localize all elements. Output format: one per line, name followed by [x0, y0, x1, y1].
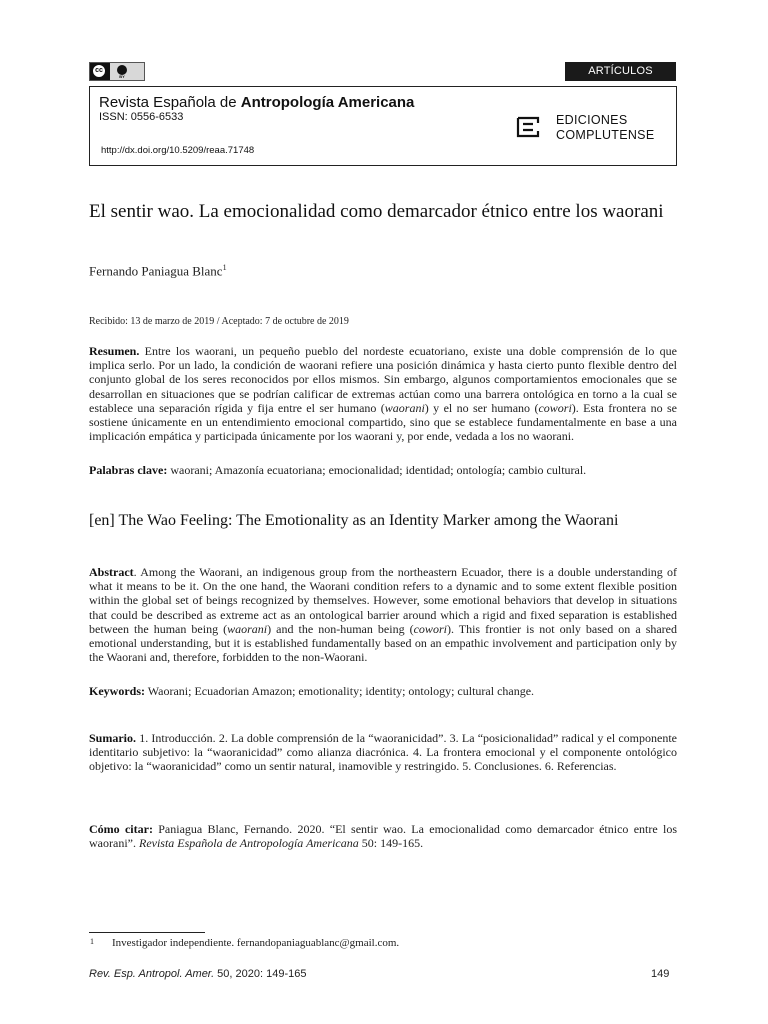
- cc-by-license-badge: [89, 62, 145, 81]
- resumen-term-1: waorani: [384, 400, 425, 415]
- palabras-clave-list: waorani; Amazonía ecuatoriana; emocionalidad; identidad; ontología; cambio cultural.: [167, 463, 587, 477]
- doi-link[interactable]: http://dx.doi.org/10.5209/reaa.71748: [101, 145, 255, 156]
- cc-icon: cc: [92, 64, 106, 78]
- publisher-line-1: EDICIONES: [556, 113, 628, 127]
- keywords-list: Waorani; Ecuadorian Amazon; emotionality; identity; ontology; cultural change.: [145, 684, 535, 698]
- citation-text-2: 50: 149-165.: [358, 836, 424, 851]
- resumen-text-1: Entre los waorani, un pequeño pueblo del nordeste ecuatoriano, existe una doble comprensión de lo que implica serlo. Por un lado, la condición de waorani refiere una posición dinámica y hasta cierto punto flexible dentro del conjunto global de los seres reconocidos por ellos mismos. Sin embargo, algunos comportamientos emocionales que se desarrollan en situaciones que se podrían calificar de extremas actúan como una barrera ontológica en torno a la cual se establece una separación rígida y fija entre el ser humano (: [89, 344, 677, 415]
- keywords: [89, 684, 677, 698]
- received-accepted-dates: Recibido: 13 de marzo de 2019 / Aceptado: 7 de octubre de 2019: [89, 316, 349, 327]
- abstract-text-3: ). This frontier is not only based on a shared emotional understanding, but it is established fundamentally based on an empathic involvement and participation only by the Waorani and, therefore, forbidden to the non-Waorani.: [89, 621, 678, 665]
- section-tag: ARTÍCULOS: [565, 62, 676, 81]
- by-label: BY: [119, 74, 125, 79]
- author-footnote-mark[interactable]: 1: [222, 263, 227, 272]
- abstract-term-2: cowori: [413, 621, 447, 636]
- palabras-clave-label: Palabras clave:: [89, 463, 168, 477]
- palabras-clave: [89, 463, 677, 477]
- publisher-name: [556, 113, 654, 143]
- footnote-text: Investigador independiente. fernandopaniaguablanc@gmail.com.: [112, 937, 400, 949]
- resumen-text-2: ) y el no ser humano (: [424, 400, 539, 415]
- english-title: [en] The Wao Feeling: The Emotionality as an Identity Marker among the Waorani: [89, 512, 619, 529]
- publisher-line-2: COMPLUTENSE: [556, 128, 655, 142]
- citation-text-1: Paniagua Blanc, Fernando. 2020. “El sentir wao. La emocionalidad como demarcador étnico entre los waorani”.: [89, 822, 678, 851]
- journal-title: [99, 94, 414, 111]
- resumen-label: Resumen.: [89, 344, 140, 358]
- abstract-label: Abstract: [89, 565, 134, 579]
- journal-title-bold: Antropología Americana: [240, 94, 415, 111]
- author-name-text: Fernando Paniagua Blanc: [89, 263, 223, 279]
- resumen-paragraph: [89, 344, 677, 443]
- footnote-mark: 1: [90, 937, 94, 946]
- sumario-text: 1. Introducción. 2. La doble comprensión de la “waoranicidad”. 3. La “posicionalidad” radical y el componente identitario subjetivo: la “waoranicidad” como alianza diacrónica. 4. La frontera emocional y el componente ontológico objetivo: la “waoranicidad” como un sentir natural, inamovible y restringido. 5. Conclusiones. 6. Referencias.: [89, 731, 677, 774]
- footnote-divider: [89, 932, 205, 933]
- journal-issn: ISSN: 0556-6533: [99, 111, 184, 123]
- sumario-label: Sumario.: [89, 731, 137, 745]
- sumario-paragraph: [89, 731, 677, 774]
- citation-journal: Revista Española de Antropología Americana: [138, 836, 359, 851]
- resumen-term-2: cowori: [538, 400, 572, 415]
- ediciones-complutense-logo-icon: [516, 116, 540, 138]
- page-number: 149: [651, 968, 670, 980]
- journal-title-regular: Revista Española de: [99, 94, 241, 111]
- keywords-label: Keywords:: [89, 684, 145, 698]
- citation-paragraph: [89, 822, 677, 850]
- abstract-term-1: waorani: [227, 621, 268, 636]
- abstract-text-1: . Among the Waorani, an indigenous group from the northeastern Ecuador, there is a double understanding of what it means to be it. On the one hand, the Waorani condition refers to a dynamic and to some extent flexible position within the global set of beings recognized by themselves. However, some emotional behaviors that develop in situations that could be described as extreme act as an ontological barrier around which a rigid and fixed separation is established between the human being (: [89, 565, 677, 636]
- abstract-text-2: ) and the non-human being (: [267, 621, 414, 636]
- abstract-paragraph: [89, 565, 677, 664]
- running-footer: [89, 968, 306, 980]
- footer-journal-abbrev: Rev. Esp. Antropol. Amer.: [89, 968, 215, 980]
- resumen-text-3: ). Esta frontera no se sostiene únicamente en un entendimiento emocional compartido, sino que se establece fundamentalmente en base a una implicación empática y participada únicamente por los waorani y, por ende, vedada a los no waorani.: [89, 400, 677, 444]
- citation-label: Cómo citar:: [89, 822, 153, 836]
- author-name: [89, 263, 227, 279]
- footer-volume-pages: 50, 2020: 149-165: [214, 968, 307, 980]
- article-title: El sentir wao. La emocionalidad como demarcador étnico entre los waorani: [89, 201, 664, 222]
